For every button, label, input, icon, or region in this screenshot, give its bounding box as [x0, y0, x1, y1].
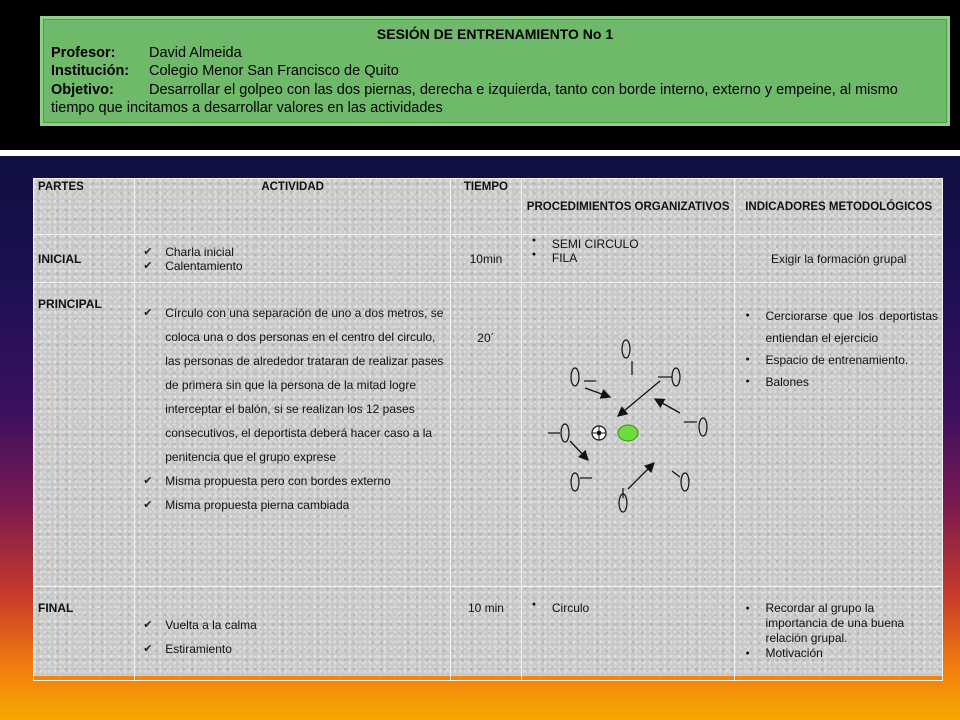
indicadores-final [735, 587, 943, 681]
list-item: ✔ Calentamiento [139, 259, 446, 273]
profesor-row [51, 44, 939, 63]
pass-arrow [618, 381, 660, 416]
list-item: ● SEMI CIRCULO [526, 237, 731, 251]
tiempo-principal: 20´ [451, 283, 522, 587]
session-header [40, 16, 950, 126]
profesor-label: Profesor: [51, 44, 116, 61]
procedimientos-inicial [521, 235, 735, 283]
actividad-final [135, 587, 451, 681]
list-item: ✔ Charla inicial [139, 245, 446, 259]
list-item: ✔ Estiramiento [139, 637, 446, 661]
list-item: ● Cerciorarse que los deportistas entiendan el ejercicio [739, 305, 938, 349]
header-partes: PARTES [34, 179, 135, 235]
actividad-principal [135, 283, 451, 587]
indicadores-final-list [739, 601, 938, 661]
procedimientos-inicial-list [526, 237, 731, 265]
session-title: SESIÓN DE ENTRENAMIENTO No 1 [376, 26, 614, 42]
player-icon [681, 473, 689, 491]
indicador-inicial: Exigir la formación grupal [735, 235, 943, 283]
pass-arrow [570, 441, 588, 460]
list-item: ● Espacio de entrenamiento. [739, 349, 938, 371]
header-indicadores: INDICADORES METODOLÓGICOS [735, 179, 943, 235]
actividad-inicial [135, 235, 451, 283]
player-icon [672, 471, 680, 477]
list-item: ● Recordar al grupo la importancia de una buena relación grupal. [739, 601, 938, 646]
procedimientos-final [521, 587, 735, 681]
institucion-row [51, 62, 939, 81]
table-row-inicial [34, 235, 943, 283]
actividad-final-list [139, 613, 446, 661]
parte-principal: PRINCIPAL [34, 283, 135, 587]
table-row-final [34, 587, 943, 681]
indicadores-principal-list [739, 305, 938, 393]
list-item: ● Balones [739, 371, 938, 393]
table-header-row [34, 179, 943, 235]
tiempo-inicial: 10min [451, 235, 522, 283]
player-icon [622, 340, 630, 358]
player-icon [672, 368, 680, 386]
procedimientos-final-list [526, 601, 731, 615]
passing-circle-diagram [522, 283, 733, 583]
objetivo-label: Objetivo: [51, 81, 114, 98]
list-item: ● FILA [526, 251, 731, 265]
session-table-container [33, 178, 943, 676]
list-item: ✔ Misma propuesta pierna cambiada [139, 493, 446, 517]
objetivo-value: Desarrollar el golpeo con las dos piernas, derecha e izquierda, tanto con borde interno, externo y empeine, al mismo tiempo que incitamos a desarrollar valores en las actividades [51, 81, 898, 116]
tiempo-final: 10 min [451, 587, 522, 681]
list-item: ✔ Misma propuesta pero con bordes externo [139, 469, 446, 493]
player-icon [571, 473, 579, 491]
institucion-value: Colegio Menor San Francisco de Quito [149, 63, 399, 79]
list-item: ✔ Vuelta a la calma [139, 613, 446, 637]
player-icon [571, 368, 579, 386]
institucion-label: Institución: [51, 63, 130, 79]
soccer-ball-icon [592, 426, 606, 440]
header-actividad: ACTIVIDAD [135, 179, 451, 235]
parte-final: FINAL [34, 587, 135, 681]
pass-arrow [628, 463, 654, 489]
session-table [33, 178, 943, 681]
header-tiempo: TIEMPO [451, 179, 522, 235]
pass-arrow [655, 399, 680, 413]
procedimientos-principal-diagram [521, 283, 735, 587]
profesor-value: David Almeida [149, 44, 242, 61]
actividad-principal-list [139, 301, 446, 517]
ball-icon [618, 425, 638, 441]
header-procedimientos: PROCEDIMIENTOS ORGANIZATIVOS [521, 179, 735, 235]
objetivo-row [51, 81, 939, 118]
player-icon [561, 424, 569, 442]
player-icon [699, 418, 707, 436]
parte-inicial: INICIAL [34, 235, 135, 283]
actividad-inicial-list [139, 245, 446, 273]
list-item: ● Motivación [739, 646, 938, 661]
indicadores-principal [735, 283, 943, 587]
list-item: ✔ Círculo con una separación de uno a dos metros, se coloca una o dos personas en el centro del circulo, las personas de alrededor trataran de realizar pases de primera sin que la persona de la mitad logre interceptar el balón, si se realizan los 12 pases consecutivos, el deportista deberá hacer caso a la penitencia que el grupo exprese [139, 301, 446, 469]
list-item: ● Circulo [526, 601, 731, 615]
pass-arrow [585, 388, 610, 397]
table-row-principal [34, 283, 943, 587]
